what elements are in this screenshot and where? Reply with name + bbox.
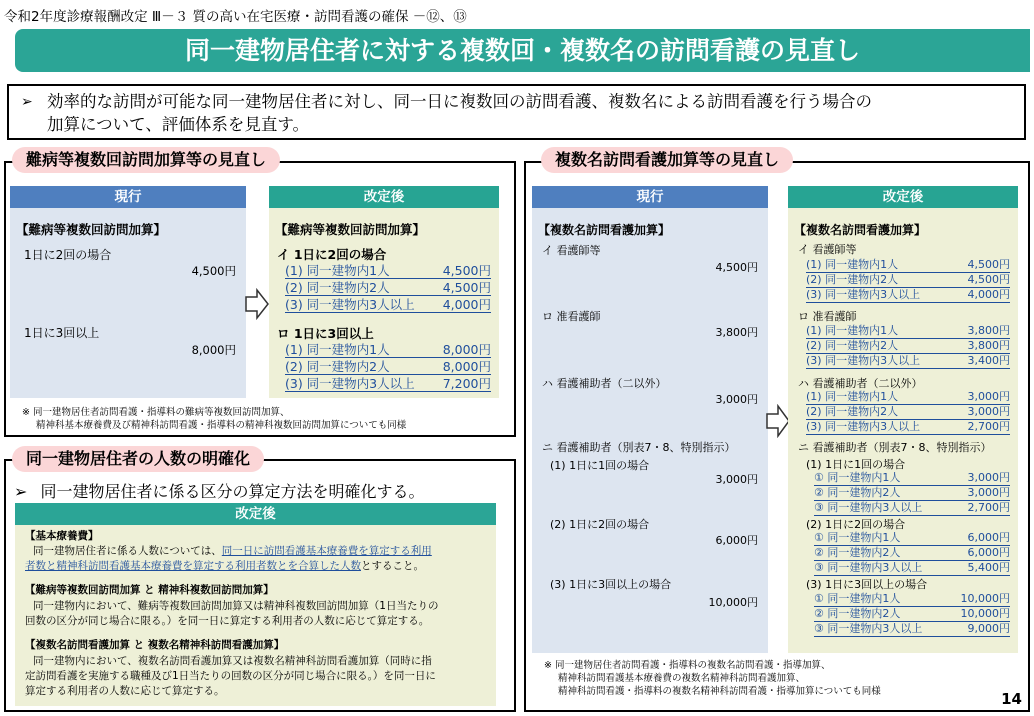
page-header: 令和2年度診療報酬改定 Ⅲ－３ 質の高い在宅医療・訪問看護の確保 －⑫、⑬ [4,9,467,25]
left-current-row1-amount: 4,500円 [191,264,236,278]
right-revised-ro3: (3) 同一建物内3人以上 3,400円 [806,354,1010,367]
right-transition-arrow-icon [766,404,790,438]
left-revised-a3: (3) 同一建物内3人以上 4,000円 [285,297,491,312]
right-current-i-amount: 4,500円 [715,261,758,274]
left-current-panel [10,208,246,398]
right-revised-ni-3: (3) 1日に3回以上の場合 [806,578,928,591]
basic-fee-heading: 【基本療養費】 [25,530,99,542]
right-current-ni-3: (3) 1日に3回以上の場合 [550,578,672,591]
right-note-3: 精神科訪問看護・指導料の複数名精神科訪問看護・指導加算についても同様 [558,686,881,697]
left-revised-group-a: イ 1日に2回の場合 [277,247,387,262]
left-current-row1-label: 1日に2回の場合 [24,248,112,262]
right-revised-ni3-2: ② 同一建物内2人 10,000円 [814,607,1010,620]
right-revised-ro1: (1) 同一建物内1人 3,800円 [806,324,1010,337]
multi-staff-heading: 【複数名訪問看護加算 と 複数名精神科訪問看護加算】 [25,639,285,651]
right-revised-ni-1: (1) 1日に1回の場合 [806,458,906,471]
right-revised-i1: (1) 同一建物内1人 4,500円 [806,258,1010,271]
left-current-row2-label: 1日に3回以上 [24,326,100,340]
left-revised-b2: (2) 同一建物内2人 8,000円 [285,359,491,374]
basic-fee-text-1: 同一建物居住者に係る人数については、同一日に訪問看護基本療養費を算定する利用 [33,545,432,557]
left-current-header: 現行 [10,186,246,208]
right-revised-i-label: イ 看護師等 [798,243,857,256]
left-section-tab: 難病等複数回訪問加算等の見直し [12,147,280,173]
left-note-2: 精神科基本療養費及び精神科訪問看護・指導料の精神科複数回訪問加算についても同様 [36,420,407,431]
right-revised-ni2-1: ① 同一建物内1人 6,000円 [814,531,1010,544]
right-current-panel [532,208,768,653]
left-current-heading: 【難病等複数回訪問加算】 [16,222,167,237]
right-current-ni-2: (2) 1日に2回の場合 [550,518,650,531]
right-current-ni-1-amount: 3,000円 [715,473,758,486]
right-current-ro-label: ロ 准看護師 [542,310,601,323]
multi-staff-text-1: 同一建物内において、複数名訪問看護加算又は複数名精神科訪問看護加算（同時に指 [33,655,432,667]
bottom-left-revised-header: 改定後 [15,503,496,525]
right-revised-i2: (2) 同一建物内2人 4,500円 [806,273,1010,286]
bottom-left-section-tab: 同一建物居住者の人数の明確化 [12,446,264,472]
bullet-arrow-icon: ➢ [14,482,28,501]
multi-visit-heading: 【難病等複数回訪問加算 と 精神科複数回訪問加算】 [25,584,274,596]
right-revised-ni1-2: ② 同一建物内2人 3,000円 [814,486,1010,499]
summary-line-1: 効率的な訪問が可能な同一建物居住者に対し、同一日に複数回の訪問看護、複数名による訪問看護を行う場合の [47,92,872,111]
right-revised-ni3-3: ③ 同一建物内3人以上 9,000円 [814,622,1010,635]
left-revised-b1: (1) 同一建物内1人 8,000円 [285,342,491,357]
page-number: 14 [1001,690,1022,708]
left-revised-a2: (2) 同一建物内2人 4,500円 [285,280,491,295]
right-note-1: ※ 同一建物居住者訪問看護・指導料の複数名訪問看護・指導加算、 [544,660,831,671]
left-current-row2-amount: 8,000円 [191,343,236,357]
bottom-left-bullet: ➢ 同一建物居住者に係る区分の算定方法を明確化する。 [14,482,425,501]
left-revised-header: 改定後 [269,186,499,208]
summary-line-2: 加算について、評価体系を見直す。 [47,115,310,134]
right-revised-ha2: (2) 同一建物内2人 3,000円 [806,405,1010,418]
right-revised-ni-2: (2) 1日に2回の場合 [806,518,906,531]
right-revised-ha1: (1) 同一建物内1人 3,000円 [806,390,1010,403]
right-note-2: 精神科訪問看護基本療養費の複数名精神科訪問看護加算、 [558,673,806,684]
left-transition-arrow-icon [245,288,269,320]
right-current-heading: 【複数名訪問看護加算】 [538,223,671,237]
summary-box [7,84,1026,140]
right-section-tab: 複数名訪問看護加算等の見直し [541,147,793,173]
right-revised-ni3-1: ① 同一建物内1人 10,000円 [814,592,1010,605]
left-revised-panel [269,208,499,398]
right-current-ro-amount: 3,800円 [715,326,758,339]
right-revised-ni-label: ニ 看護補助者（別表7・8、特別指示） [798,441,992,454]
right-revised-ha3: (3) 同一建物内3人以上 2,700円 [806,420,1010,433]
left-revised-b3: (3) 同一建物内3人以上 7,200円 [285,376,491,391]
right-revised-ni2-2: ② 同一建物内2人 6,000円 [814,546,1010,559]
right-revised-i3: (3) 同一建物内3人以上 4,000円 [806,288,1010,301]
multi-staff-text-2: 定訪問看護を実施する職種及び1日当たりの回数の区分が同じ場合に限る。）を同一日に [25,670,436,682]
right-current-ni-1: (1) 1日に1回の場合 [550,459,650,472]
left-revised-a1: (1) 同一建物内1人 4,500円 [285,263,491,278]
page-title: 同一建物居住者に対する複数回・複数名の訪問看護の見直し [15,29,1030,72]
right-revised-ni1-3: ③ 同一建物内3人以上 2,700円 [814,501,1010,514]
right-revised-ro2: (2) 同一建物内2人 3,800円 [806,339,1010,352]
multi-visit-text-2: 回数の区分が同じ場合に限る。）を同一日に算定する利用者の人数に応じて算定する。 [25,615,430,627]
bottom-left-revised-panel [15,525,496,706]
right-revised-header: 改定後 [788,186,1018,208]
right-revised-heading: 【複数名訪問看護加算】 [794,223,927,237]
right-current-ha-label: ハ 看護補助者（二以外） [542,377,667,390]
left-note-1: ※ 同一建物居住者訪問看護・指導料の難病等複数回訪問加算、 [22,407,290,418]
right-revised-ro-label: ロ 准看護師 [798,310,857,323]
right-revised-panel [788,208,1018,653]
multi-staff-text-3: 算定する利用者の人数に応じて算定する。 [25,685,225,697]
left-revised-heading: 【難病等複数回訪問加算】 [275,222,426,237]
right-revised-ni1-1: ① 同一建物内1人 3,000円 [814,471,1010,484]
right-current-ha-amount: 3,000円 [715,393,758,406]
right-current-ni-label: ニ 看護補助者（別表7・8、特別指示） [542,441,736,454]
right-current-i-label: イ 看護師等 [542,244,601,257]
right-current-header: 現行 [532,186,768,208]
right-revised-ha-label: ハ 看護補助者（二以外） [798,377,923,390]
right-current-ni-2-amount: 6,000円 [715,534,758,547]
right-revised-ni2-3: ③ 同一建物内3人以上 5,400円 [814,561,1010,574]
left-revised-group-b: ロ 1日に3回以上 [277,326,374,341]
multi-visit-text-1: 同一建物内において、難病等複数回訪問加算又は精神科複数回訪問加算（1日当たりの [33,600,439,612]
bullet-arrow-icon: ➢ [21,94,33,110]
basic-fee-text-2: 者数と精神科訪問看護基本療養費を算定する利用者数とを合算した人数とすること。 [25,560,424,572]
right-current-ni-3-amount: 10,000円 [708,596,758,609]
